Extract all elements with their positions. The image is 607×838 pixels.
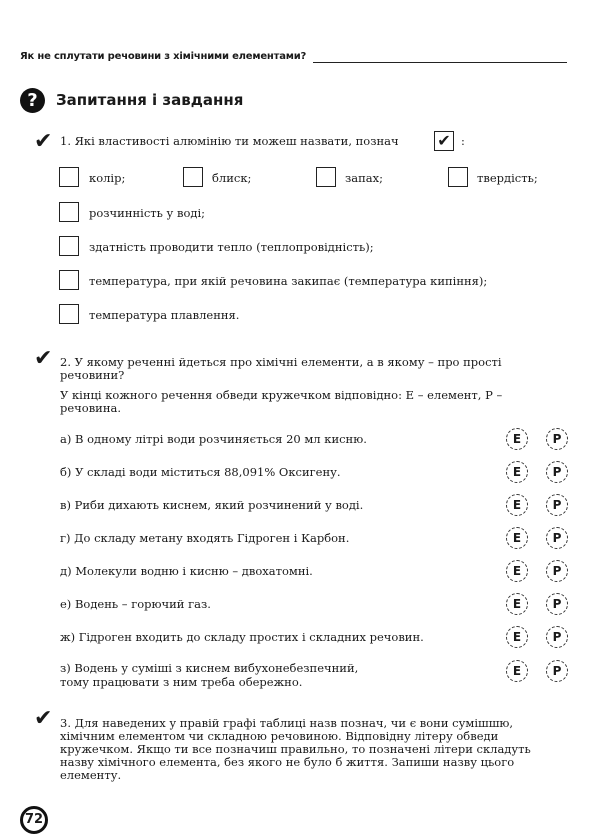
option-checkbox[interactable]: [59, 202, 79, 222]
q2-item: з) Водень у суміші з киснем вибухонебезпечний,: [60, 661, 359, 675]
q2-item: в) Риби дихають киснем, який розчинений у воді.: [60, 498, 364, 512]
checkmark-icon: ✔: [34, 346, 53, 371]
answer-circle-e[interactable]: Е: [506, 461, 528, 483]
q2-item: е) Водень – горючий газ.: [60, 597, 211, 611]
answer-circle-e[interactable]: Е: [506, 593, 528, 615]
page-header-title: Як не сплутати речовини з хімічними елементами?: [20, 51, 307, 62]
q3-text-line: назву хімічного елемента, без якого не було б життя. Запиши назву цього: [60, 755, 515, 769]
answer-circle-p[interactable]: Р: [546, 593, 568, 615]
q2-item: г) До складу метану входять Гідроген і Карбон.: [60, 531, 350, 545]
answer-circle-e[interactable]: Е: [506, 428, 528, 450]
answer-circle-e[interactable]: Е: [506, 527, 528, 549]
option-label: температура, при якій речовина закипає (температура кипіння);: [89, 274, 488, 288]
q2-item: а) В одному літрі води розчиняється 20 мл кисню.: [60, 432, 367, 446]
q2-item: д) Молекули водню і кисню – двохатомні.: [60, 564, 313, 578]
checked-box-icon: ✔: [434, 131, 454, 151]
q2-text-line: речовина.: [60, 401, 122, 415]
page-number: 72: [20, 806, 48, 834]
option-checkbox[interactable]: [59, 304, 79, 324]
option-label: температура плавлення.: [89, 308, 240, 322]
checkmark-icon: ✔: [34, 706, 53, 731]
answer-circle-e[interactable]: Е: [506, 660, 528, 682]
q2-text-line: речовини?: [60, 368, 125, 382]
option-label: запах;: [345, 171, 384, 185]
answer-circle-e[interactable]: Е: [506, 560, 528, 582]
answer-circle-p[interactable]: Р: [546, 461, 568, 483]
option-checkbox[interactable]: [448, 167, 468, 187]
option-checkbox[interactable]: [59, 236, 79, 256]
answer-circle-p[interactable]: Р: [546, 560, 568, 582]
q3-text-line: кружечком. Якщо ти все позначиш правильно, то позначені літери складуть: [60, 742, 531, 756]
answer-circle-e[interactable]: Е: [506, 626, 528, 648]
q1-text: 1. Які властивості алюмінію ти можеш назвати, познач: [60, 134, 399, 148]
answer-circle-p[interactable]: Р: [546, 494, 568, 516]
answer-circle-e[interactable]: Е: [506, 494, 528, 516]
option-checkbox[interactable]: [183, 167, 203, 187]
q2-item: ж) Гідроген входить до складу простих і складних речовин.: [60, 630, 424, 644]
section-title: Запитання і завдання: [56, 91, 244, 109]
checkmark-icon: ✔: [34, 129, 53, 154]
option-label: колір;: [89, 171, 126, 185]
q3-text-line: хімічним елементом чи складною речовиною. Відповідну літеру обведи: [60, 729, 499, 743]
option-checkbox[interactable]: [59, 270, 79, 290]
q3-text-line: елементу.: [60, 768, 122, 782]
q3-text-line: 3. Для наведених у правій графі таблиці назв познач, чи є вони сумішшю,: [60, 716, 514, 730]
option-label: здатність проводити тепло (теплопровідність);: [89, 240, 374, 254]
option-label: блиск;: [212, 171, 252, 185]
header-divider: [313, 62, 567, 63]
option-label: твердість;: [477, 171, 538, 185]
option-checkbox[interactable]: [316, 167, 336, 187]
question-icon: ?: [20, 88, 45, 113]
answer-circle-p[interactable]: Р: [546, 626, 568, 648]
answer-circle-p[interactable]: Р: [546, 428, 568, 450]
q2-item: б) У складі води міститься 88,091% Оксигену.: [60, 465, 341, 479]
q1-colon: :: [461, 134, 465, 148]
q2-item-continued: тому працювати з ним треба обережно.: [60, 675, 303, 689]
answer-circle-p[interactable]: Р: [546, 660, 568, 682]
answer-circle-p[interactable]: Р: [546, 527, 568, 549]
q2-text-line: У кінці кожного речення обведи кружечком відповідно: Е – елемент, Р –: [60, 388, 503, 402]
q2-text-line: 2. У якому реченні йдеться про хімічні елементи, а в якому – про прості: [60, 355, 502, 369]
option-checkbox[interactable]: [59, 167, 79, 187]
option-label: розчинність у воді;: [89, 206, 206, 220]
